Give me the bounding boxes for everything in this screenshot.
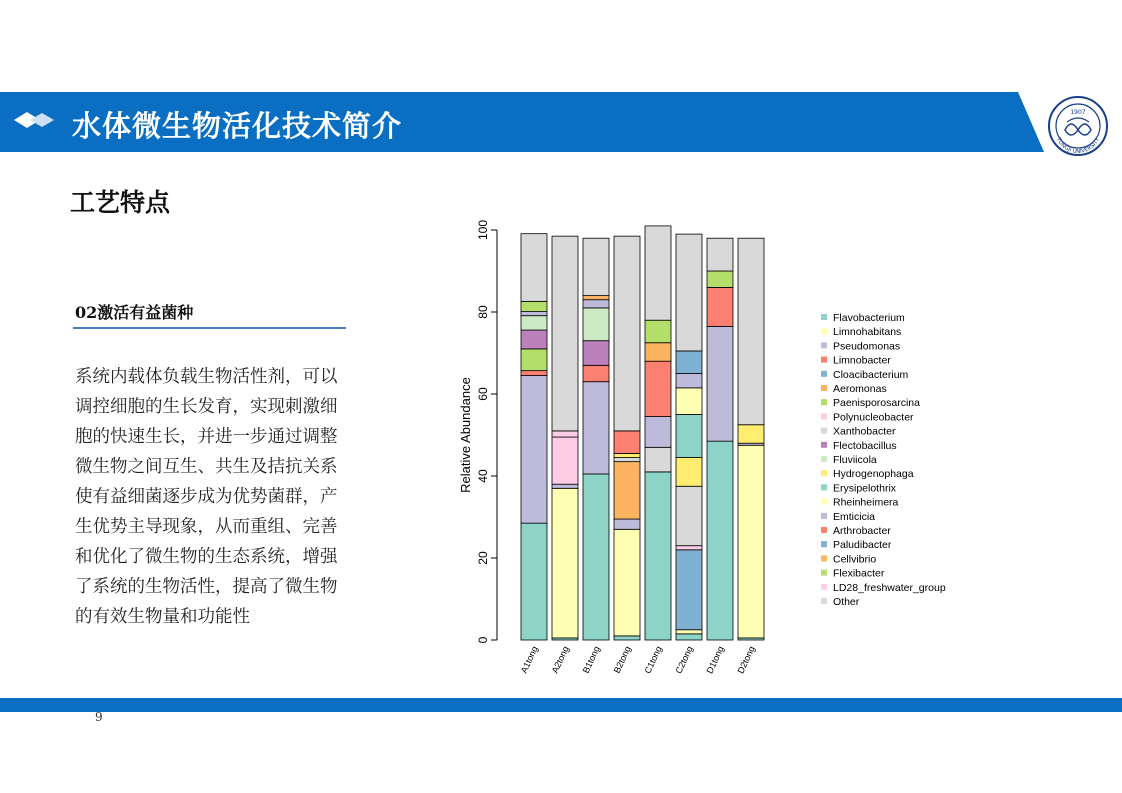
bar-segment xyxy=(583,238,609,295)
bar-segment xyxy=(614,236,640,431)
y-tick-label: 60 xyxy=(476,387,490,401)
bar-segment xyxy=(645,447,671,472)
legend-swatch xyxy=(821,527,827,533)
bar-segment xyxy=(614,458,640,462)
footer-bar xyxy=(0,698,1122,712)
subsection-body: 系统内载体负载生物活性剂，可以调控细胞的生长发育，实现刺激细胞的快速生长，并进一步通过调整微生物之间互生、共生及拮抗关系使有益细菌逐步成为优势菌群，产生优势主导现象，从而重组、完善和优化了微生物的生态系统，增强了系统的生物活性，提高了微生物的有效生物量和功能性 xyxy=(75,367,338,627)
bar-segment xyxy=(676,550,702,630)
bar-segment xyxy=(552,431,578,437)
legend-label: LD28_freshwater_group xyxy=(833,581,946,594)
legend-swatch xyxy=(821,399,827,405)
bar-segment xyxy=(583,474,609,640)
bar-segment xyxy=(645,226,671,320)
subsection-divider xyxy=(73,327,346,329)
legend-label: Rheinheimera xyxy=(833,496,899,509)
bar-segment xyxy=(583,341,609,366)
bar-segment xyxy=(614,529,640,636)
bar-segment xyxy=(521,312,547,316)
legend-label: Flectobacillus xyxy=(833,439,897,452)
subsection-title: 02激活有益菌种 xyxy=(75,303,194,322)
legend-label: Polynucleobacter xyxy=(833,411,914,424)
bar-segment xyxy=(738,238,764,425)
legend-swatch xyxy=(821,584,827,590)
bar-segment xyxy=(614,431,640,454)
x-tick-label: A2tong xyxy=(549,644,571,675)
legend-label: Erysipelothrix xyxy=(833,482,897,495)
legend-label: Paenisporosarcina xyxy=(833,397,920,410)
bar-segment xyxy=(676,634,702,640)
bar-segment xyxy=(614,462,640,519)
bar-segment xyxy=(552,236,578,431)
seal-year: 1907 xyxy=(1070,109,1086,116)
bar-segment xyxy=(738,445,764,638)
legend-swatch xyxy=(821,499,827,505)
bar-segment xyxy=(707,441,733,640)
bar-segment xyxy=(676,630,702,634)
bar-segment xyxy=(521,371,547,376)
y-tick-label: 0 xyxy=(476,636,490,644)
page-number: 9 xyxy=(95,710,103,724)
legend-label: Pseudomonas xyxy=(833,340,901,353)
y-tick-label: 20 xyxy=(476,551,490,565)
bar-segment xyxy=(645,343,671,361)
stacked-bar-chart xyxy=(455,215,975,685)
bar-segment xyxy=(521,376,547,524)
bar-segment xyxy=(645,361,671,416)
seal-text: TONGJI UNIVERSITY xyxy=(1054,137,1102,156)
bar-segment xyxy=(552,437,578,484)
x-tick-label: B1tong xyxy=(580,644,602,675)
bar-segment xyxy=(738,425,764,443)
bar-segment xyxy=(645,320,671,343)
bar-segment xyxy=(707,271,733,287)
legend-swatch xyxy=(821,371,827,377)
bar-segment xyxy=(583,365,609,381)
bar-segment xyxy=(645,417,671,448)
bar-segment xyxy=(583,300,609,308)
bar-segment xyxy=(645,472,671,640)
legend-swatch xyxy=(821,385,827,391)
legend-swatch xyxy=(821,470,827,476)
legend-swatch xyxy=(821,484,827,490)
bar-segment xyxy=(676,388,702,415)
y-axis-label: Relative Abundance xyxy=(458,377,473,493)
bar-segment xyxy=(676,546,702,550)
bar-segment xyxy=(614,453,640,457)
legend-swatch xyxy=(821,513,827,519)
bar-segment xyxy=(521,523,547,640)
x-tick-label: C2tong xyxy=(673,644,695,676)
legend-swatch xyxy=(821,413,827,419)
legend-swatch xyxy=(821,442,827,448)
bar-segment xyxy=(707,238,733,271)
legend-label: Fluviicola xyxy=(833,454,877,466)
bar-segment xyxy=(676,458,702,487)
bar-segment xyxy=(676,415,702,458)
legend-label: Xanthobacter xyxy=(833,425,896,438)
legend-label: Flexibacter xyxy=(833,567,885,580)
legend-label: Other xyxy=(833,596,860,608)
y-tick-label: 80 xyxy=(476,305,490,319)
legend-label: Cloacibacterium xyxy=(833,368,909,381)
page-title: 水体微生物活化技术简介 xyxy=(72,109,403,143)
legend-swatch xyxy=(821,570,827,576)
legend-swatch xyxy=(821,598,827,604)
university-seal-icon xyxy=(1045,94,1111,160)
section-title: 工艺特点 xyxy=(70,188,171,217)
bar-segment xyxy=(614,519,640,529)
x-tick-label: C1tong xyxy=(642,644,664,676)
bar-segment xyxy=(521,316,547,330)
x-tick-label: D1tong xyxy=(704,644,726,676)
bar-segment xyxy=(552,484,578,488)
bar-segment xyxy=(521,349,547,371)
legend-label: Hydrogenophaga xyxy=(833,468,914,481)
bar-segment xyxy=(521,234,547,302)
bar-segment xyxy=(676,486,702,545)
legend-swatch xyxy=(821,555,827,561)
legend-label: Paludibacter xyxy=(833,539,892,552)
bar-segment xyxy=(707,287,733,326)
legend-label: Limnobacter xyxy=(833,354,891,367)
bar-segment xyxy=(521,330,547,349)
legend-swatch xyxy=(821,342,827,348)
legend-swatch xyxy=(821,541,827,547)
y-tick-label: 40 xyxy=(476,469,490,483)
bar-segment xyxy=(521,301,547,311)
x-tick-label: B2tong xyxy=(611,644,633,675)
bar-segment xyxy=(676,351,702,374)
legend-label: Cellvibrio xyxy=(833,553,877,566)
legend-swatch xyxy=(821,456,827,462)
legend-swatch xyxy=(821,428,827,434)
legend-label: Arthrobacter xyxy=(833,525,891,537)
x-tick-label: D2tong xyxy=(735,644,757,676)
bar-segment xyxy=(583,308,609,341)
legend-swatch xyxy=(821,314,827,320)
legend-swatch xyxy=(821,357,827,363)
bar-segment xyxy=(583,296,609,300)
legend-label: Aeromonas xyxy=(833,383,887,395)
legend-swatch xyxy=(821,328,827,334)
x-tick-label: A1tong xyxy=(518,644,540,675)
bar-segment xyxy=(583,382,609,474)
legend-label: Limnohabitans xyxy=(833,326,902,339)
bar-segment xyxy=(707,326,733,441)
bar-segment xyxy=(614,636,640,640)
bar-segment xyxy=(676,234,702,351)
legend-label: Flavobacterium xyxy=(833,312,905,324)
legend-label: Emticicia xyxy=(833,510,876,523)
bar-segment xyxy=(676,374,702,388)
y-tick-label: 100 xyxy=(476,219,490,241)
bar-segment xyxy=(552,488,578,638)
